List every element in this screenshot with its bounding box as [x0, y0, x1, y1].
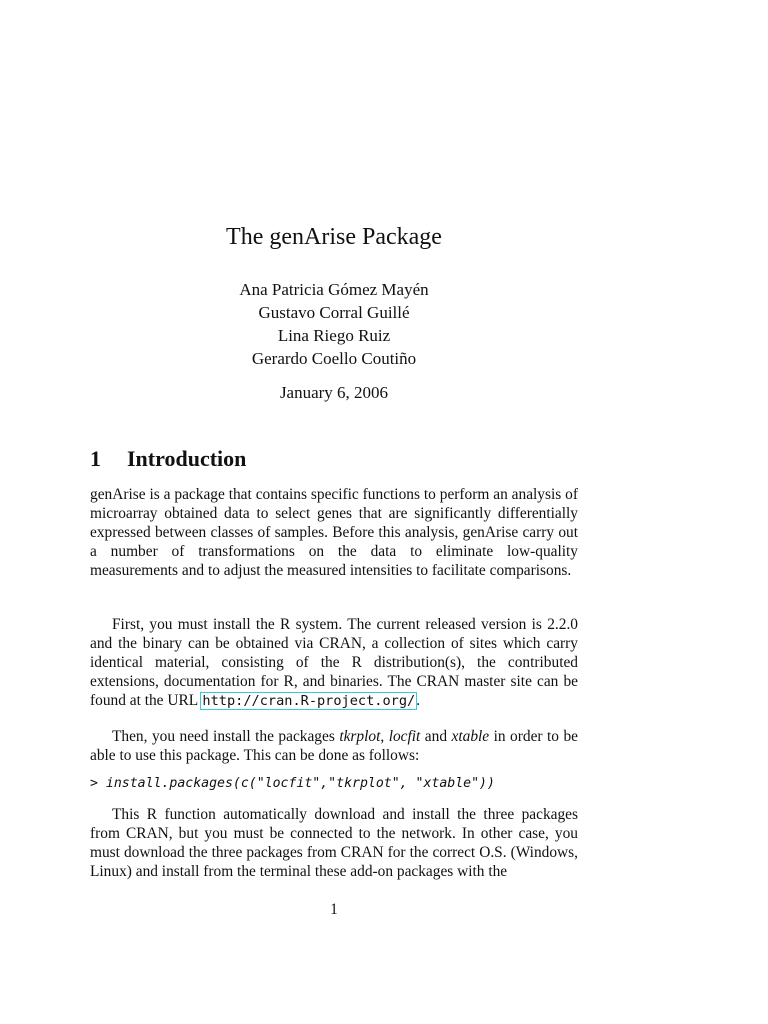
code-snippet: > install.packages(c("locfit","tkrplot", "xtable"))	[90, 776, 495, 791]
paragraph-intro: genArise is a package that contains specific functions to perform an analysis of microarray obtained data to select genes that are significantly differentially expressed between classes of samples. Before this analysis, genArise carry out a number of transformations on the data to eliminate low-quality measurements and to adjust the measured intensities to facilitate comparisons.	[90, 486, 578, 579]
separator: ,	[380, 728, 389, 745]
package-name-locfit: locfit	[388, 728, 421, 745]
paragraph-install-r	[90, 616, 578, 711]
package-name-xtable: xtable	[451, 728, 490, 745]
paragraph-text: First, you must install the R system. The current released version is 2.2.0 and the binary can be obtained via CRAN, a collection of sites which carry identical material, consisting of the R distribution(s), the contributed extensions, documentation for R, and binaries. The CRAN master site can be found at the URL	[90, 616, 578, 709]
paragraph-download-info: This R function automatically download and install the three packages from CRAN, but you must be connected to the network. In other case, you must download the three packages from CRAN for the correct O.S. (Windows, Linux) and install from the terminal these add-on packages with the	[90, 806, 578, 880]
section-heading	[90, 446, 246, 472]
document-date: January 6, 2006	[279, 383, 389, 402]
author-name: Gustavo Corral Guillé	[258, 303, 410, 322]
paragraph-end: .	[416, 691, 421, 709]
separator: and	[420, 728, 452, 745]
cran-url-link[interactable]: http://cran.R-project.org/	[202, 692, 416, 709]
section-number: 1	[90, 446, 101, 471]
author-name: Gerardo Coello Coutiño	[251, 349, 417, 368]
page-number: 1	[330, 901, 338, 918]
author-name: Lina Riego Ruiz	[277, 326, 391, 345]
author-list	[0, 278, 668, 370]
package-name-tkrplot: tkrplot	[339, 728, 381, 745]
section-title: Introduction	[127, 446, 247, 471]
document-title: The genArise Package	[226, 224, 442, 250]
paragraph-install-packages	[90, 728, 578, 766]
paragraph-text: in order to be able to use this package. This can be done as follows:	[90, 728, 578, 764]
paragraph-text: Then, you need install the packages	[112, 728, 340, 745]
author-name: Ana Patricia Gómez Mayén	[239, 280, 429, 299]
